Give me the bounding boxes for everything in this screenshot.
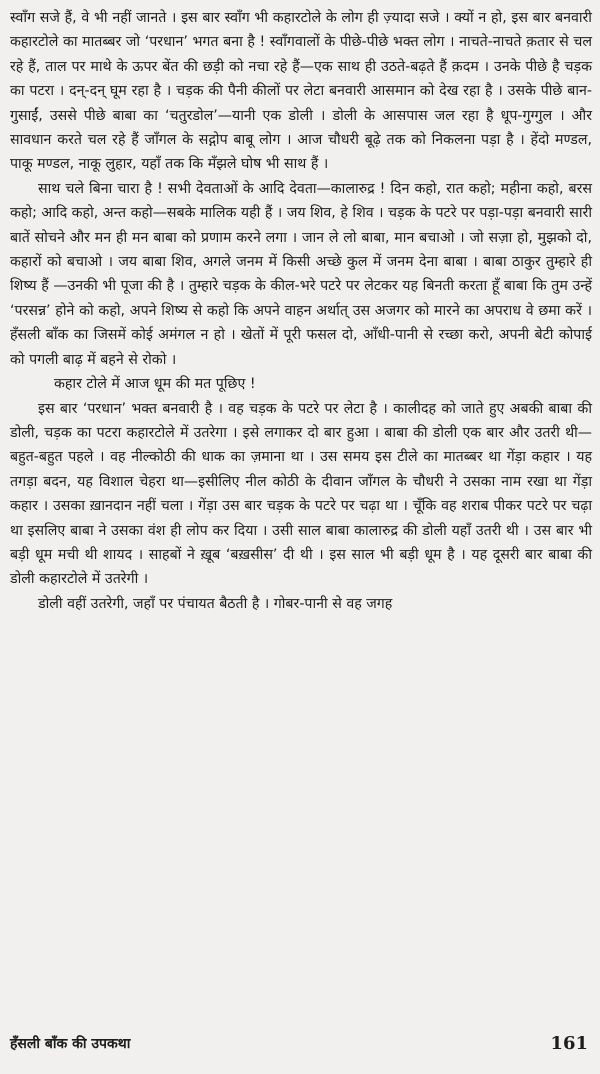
page-footer <box>10 1028 588 1058</box>
paragraph-3: कहार टोले में आज धूम की मत पूछिए ! <box>54 376 256 393</box>
book-title: हँसली बाँक की उपकथा <box>10 1035 131 1052</box>
paragraph-4: इस बार ‘परधान’ भक्त बनवारी है । वह चड़क के पटरे पर लेटा है । कालीदह को जाते हुए अबकी बाबा की डोली, चड़क का पटरा कहारटोले में उतरेगा । इसे लगाकर दो बार हुआ । बाबा की डोली एक बार और उतरी थी—बहुत-बहुत पहले । वह नील्कोठी की धाक का ज़माना था । उस समय इस टीले का मातब्बर था गेंड़ा कहार । यह तगड़ा बदन, यह विशाल चेहरा था—इसीलिए नील कोठी के दीवान जाँगल के चौधरी ने उसका नाम रखा था गेंड़ा कहार । उसका ख़ानदान नहीं चला । गेंड़ा उस बार चड़क के पटरे पर चढ़ा था । चूँकि वह शराब पीकर पटरे पर चढ़ा था इसलिए बाबा ने उसका वंश ही लोप कर दिया । उसी साल बाबा कालारुद्र की डोली यहाँ उतरी थी । उस बार भी बड़ी धूम मची थी शायद । साहबों ने ख़ूब ‘बख़सीस’ दी थी । इस साल भी बड़ी धूम है । यह दूसरी बार बाबा की डोली कहारटोले में उतरेगी । <box>10 400 592 588</box>
paragraph-2: साथ चले बिना चारा है ! सभी देवताओं के आदि देवता—कालारुद्र ! दिन कहो, रात कहो; महीना कहो, बरस कहो; आदि कहो, अन्त कहो—सबके मालिक यही हैं । जय शिव, हे शिव । चड़क के पटरे पर पड़ा-पड़ा बनवारी सारी बातें सोचने और मन ही मन बाबा को प्रणाम करने लगा । जान ले लो बाबा, मान बचाओ । जो सज़ा हो, मुझको दो, कहारों को बचाओ । जय बाबा शिव, अगले जनम में किसी अच्छे कुल में जनम देना बाबा । बाबा ठाकुर तुम्हारे ही शिष्य हैं —उनकी भी पूजा की है । तुम्हारे चड़क के कील-भरे पटरे पर लेटकर यह बिनती करता हूँ बाबा कि तुम उन्हें ‘परसन्न’ होने को कहो, अपने शिष्य से कहो कि अपने वाहन अर्थात् उस अजगर को मारने का अपराध वे छमा करें । हँसली बाँक का जिसमें कोई अमंगल न हो । खेतों में पूरी फसल दो, आँधी-पानी से रच्छा करो, अपनी बेटी कोपाई को पगली बाढ़ में बहने से रोको । <box>10 180 592 368</box>
page-body <box>10 6 592 616</box>
page-number: 161 <box>550 1032 588 1054</box>
paragraph-1: स्वाँग सजे हैं, वे भी नहीं जानते । इस बार स्वाँग भी कहारटोले के लोग ही ज़्यादा सजे । क्यों न हो, इस बार बनवारी कहारटोले का मातब्बर जो ‘परधान’ भगत बना है ! स्वाँगवालों के पीछे-पीछे भक्त लोग । नाचते-नाचते क़तार से चल रहे हैं, ताल पर माथे के ऊपर बेंत की छड़ी को नचा रहे हैं—एक साथ ही उठते-बढ़ते हैं क़दम । उनके पीछे है चड़क का पटरा । दन्-दन् घूम रहा है । चड़क की पैनी कीलों पर लेटा बनवारी आसमान को देख रहा है । उसके पीछे बान-गुसाईं, उससे पीछे बाबा का ‘चतुरडोल’—यानी एक डोली । डोली के आसपास जल रहा है धूप-गुग्गुल । और सावधान करते चल रहे हैं जाँगल के सद्गोप बाबू लोग । आज चौधरी बूढ़े तक को निकलना पड़ा है । हेंदो मण्डल, पाकू मण्डल, नाकू लुहार, यहाँ तक कि मँझले घोष भी साथ हैं । <box>10 10 592 173</box>
paragraph-5: डोली वहीं उतरेगी, जहाँ पर पंचायत बैठती है । गोबर-पानी से वह जगह <box>38 595 393 612</box>
